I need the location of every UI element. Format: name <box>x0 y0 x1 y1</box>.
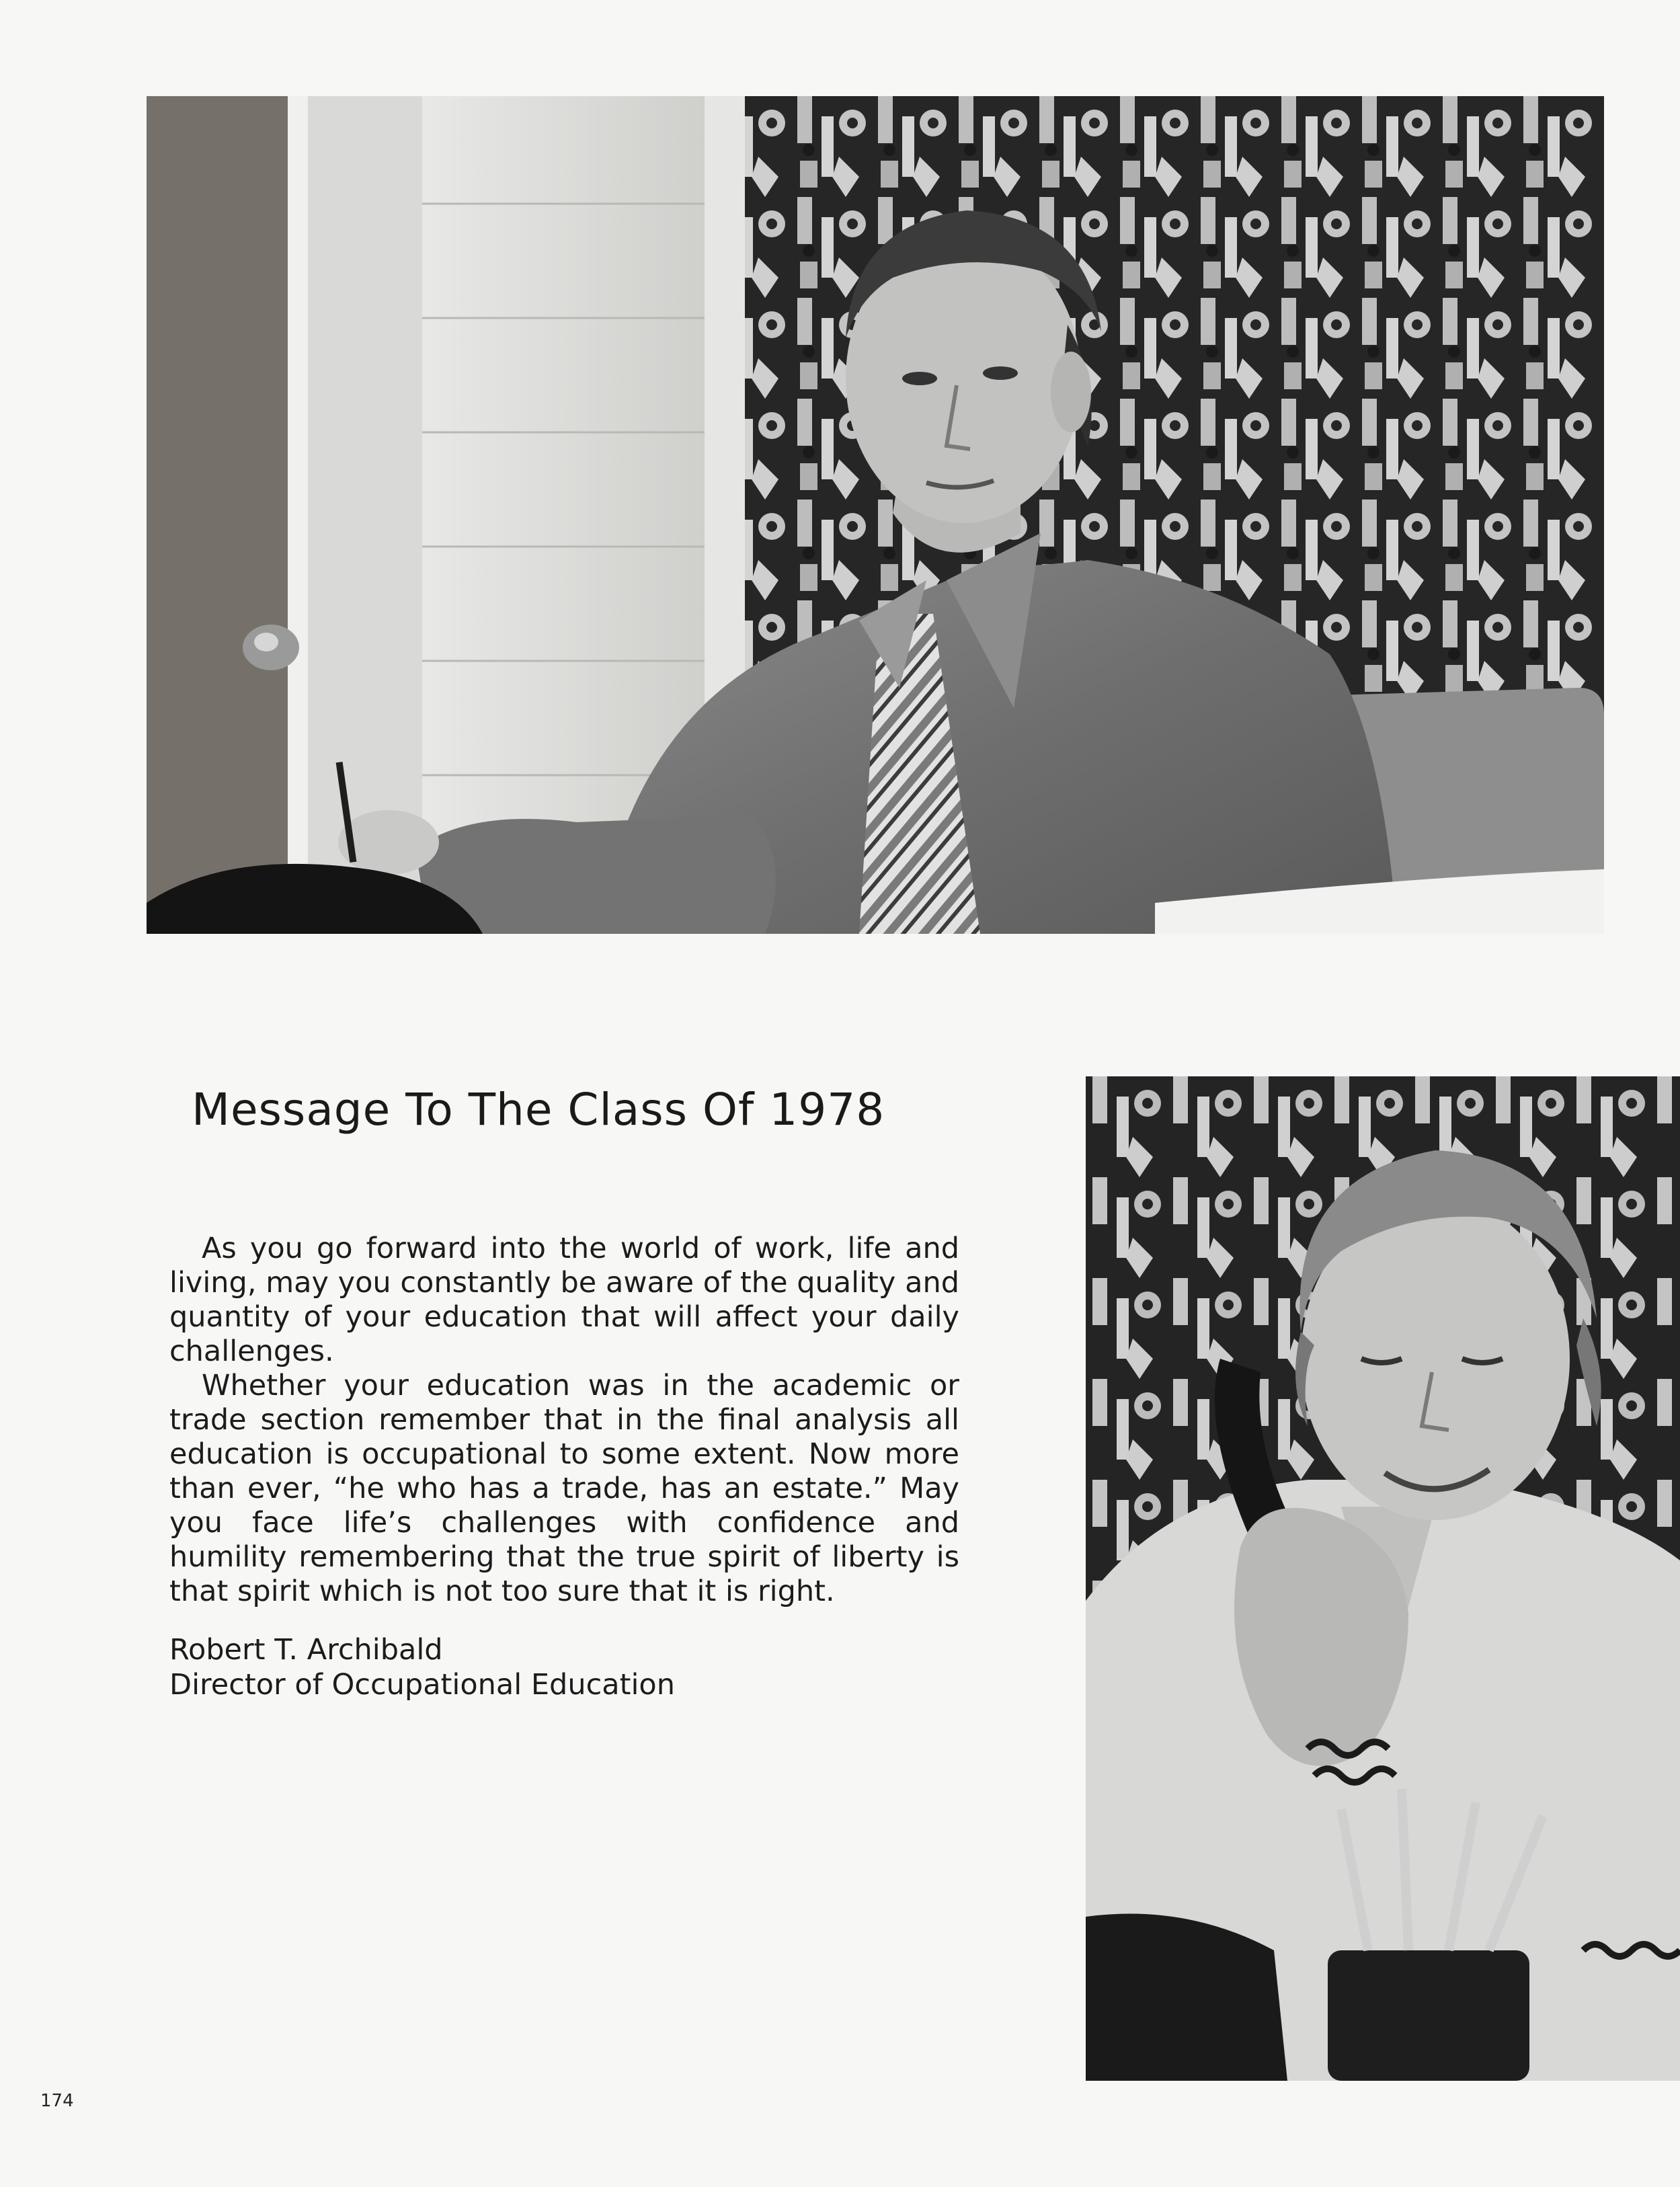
message-paragraph-1: As you go forward into the world of work, life and living, may you constantly be aware of the quality and quantity of your education that will affect your daily challenges. <box>169 1232 959 1368</box>
page-number: 174 <box>40 2091 74 2111</box>
photo-man-at-desk-image <box>147 96 1604 934</box>
signature-block <box>169 1632 959 1702</box>
photo-man-on-telephone <box>1086 1076 1680 2081</box>
signature-position: Director of Occupational Education <box>169 1668 675 1702</box>
signature-name: Robert T. Archibald <box>169 1633 443 1667</box>
photo-man-at-desk <box>147 96 1604 934</box>
photo-man-on-telephone-image <box>1086 1076 1680 2081</box>
message-body <box>169 1232 959 1609</box>
page-title: Message To The Class Of 1978 <box>192 1084 885 1136</box>
message-paragraph-2: Whether your education was in the academic or trade section remember that in the final analysis all education is occupational to some extent. Now more than ever, “he who has a trade, has an estate.” May you face life’s challenges with confidence and humility remembering that the true spirit of liberty is that spirit which is not too sure that it is right. <box>169 1369 959 1608</box>
